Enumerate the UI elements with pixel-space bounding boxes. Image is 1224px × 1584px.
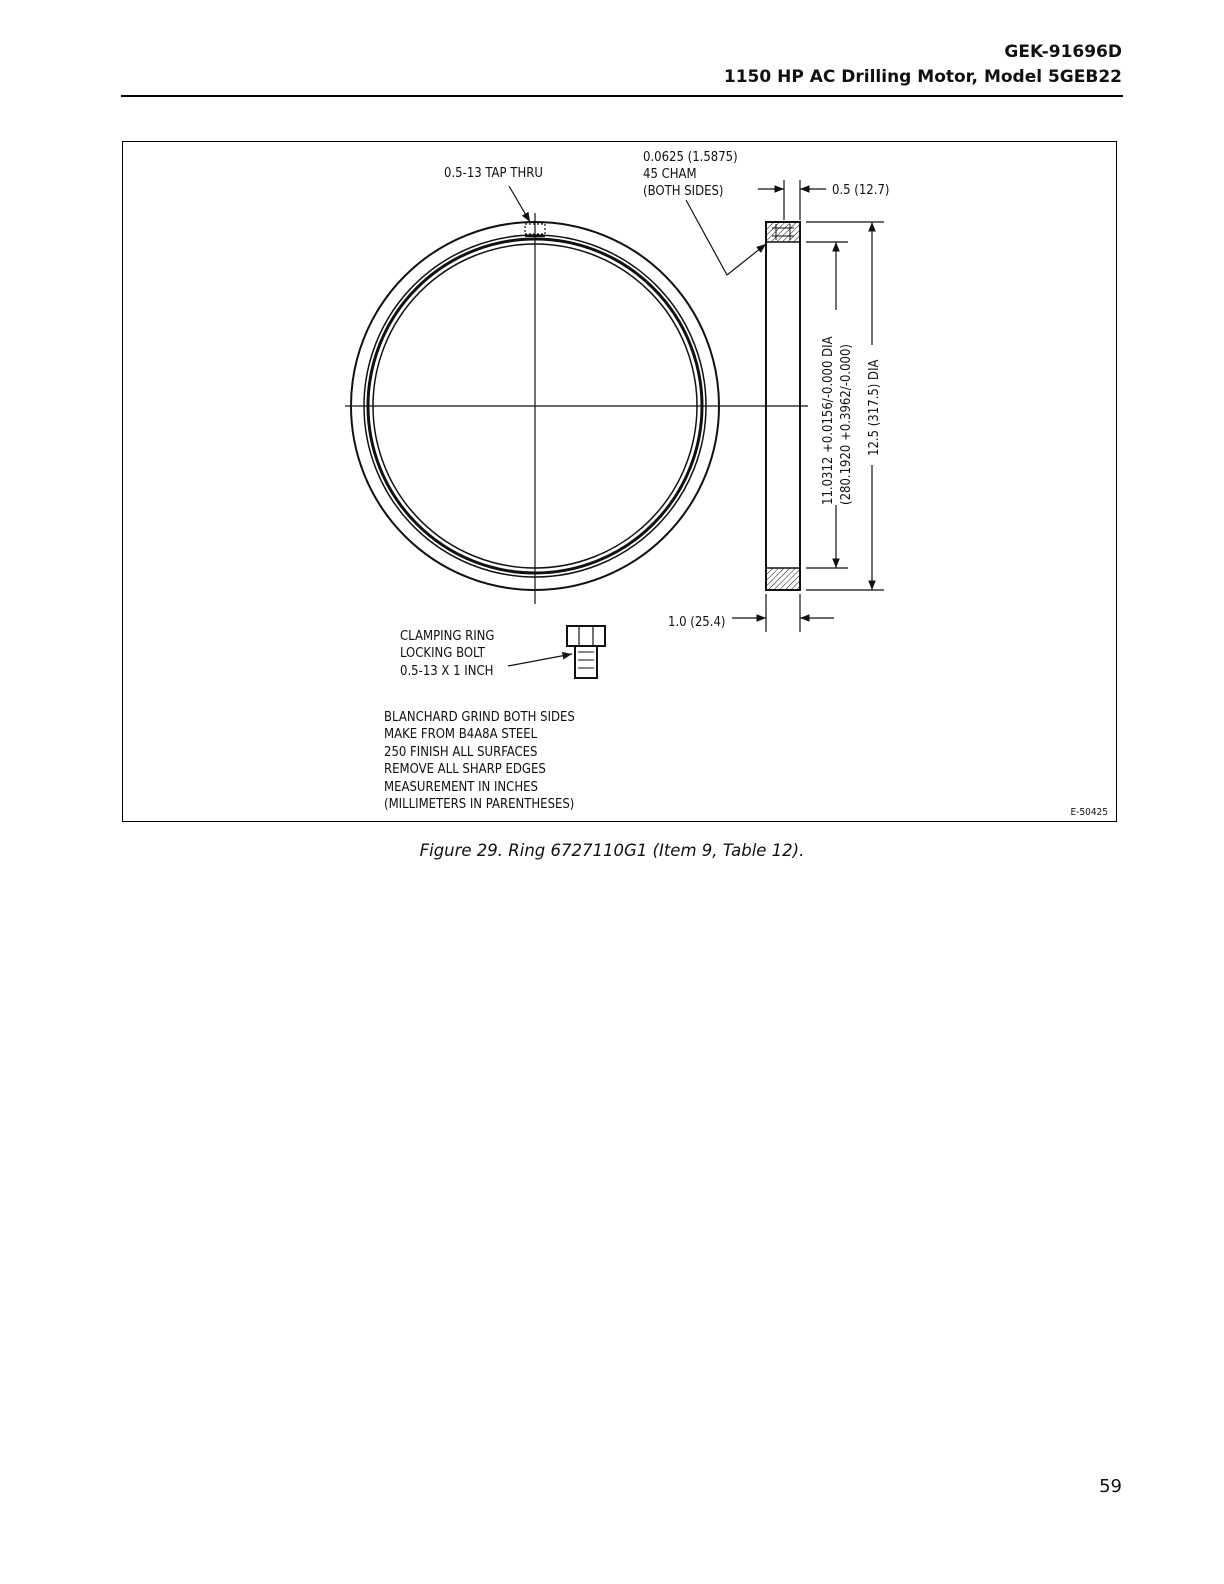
document-id: GEK-91696D: [1004, 42, 1122, 62]
chamfer-label-1: 0.0625 (1.5875): [643, 150, 738, 165]
tap-thru-label: 0.5-13 TAP THRU: [444, 166, 543, 181]
chamfer-label-3: (BOTH SIDES): [643, 184, 724, 199]
ring-front-view: [345, 213, 808, 604]
drawing-notes: [384, 710, 575, 812]
note-line: 250 FINISH ALL SURFACES: [384, 745, 538, 760]
document-title: 1150 HP AC Drilling Motor, Model 5GEB22: [723, 67, 1122, 87]
bolt-label-3: 0.5-13 X 1 INCH: [400, 664, 494, 679]
thickness-dimension: [732, 594, 834, 632]
bolt-label-2: LOCKING BOLT: [400, 646, 485, 661]
note-line: MAKE FROM B4A8A STEEL: [384, 727, 538, 742]
width-dimension: [758, 180, 826, 220]
drawing-id: E-50425: [1070, 807, 1108, 818]
note-line: BLANCHARD GRIND BOTH SIDES: [384, 710, 575, 725]
width-dimension-label: 0.5 (12.7): [832, 183, 890, 198]
thickness-dimension-label: 1.0 (25.4): [668, 615, 726, 630]
top-section-hatch: [766, 222, 800, 242]
page-number: 59: [1099, 1476, 1122, 1497]
note-line: REMOVE ALL SHARP EDGES: [384, 762, 546, 777]
outer-diameter-label: 12.5 (317.5) DIA: [867, 359, 882, 456]
figure-caption: Figure 29. Ring 6727110G1 (Item 9, Table 12).: [419, 841, 805, 860]
bolt-leader: [508, 654, 572, 666]
note-line: (MILLIMETERS IN PARENTHESES): [384, 797, 575, 812]
tap-leader: [509, 186, 530, 222]
inner-diameter-label-1: 11.0312 +0.0156/-0.000 DIA: [821, 336, 836, 505]
bottom-section-hatch: [766, 568, 800, 590]
note-line: MEASUREMENT IN INCHES: [384, 780, 538, 795]
inner-diameter-label-2: (280.1920 +0.3962/-0.000): [839, 344, 854, 505]
chamfer-leader: [727, 244, 766, 275]
locking-bolt-icon: [567, 626, 605, 678]
bolt-label-1: CLAMPING RING: [400, 629, 495, 644]
chamfer-label-2: 45 CHAM: [643, 167, 697, 182]
